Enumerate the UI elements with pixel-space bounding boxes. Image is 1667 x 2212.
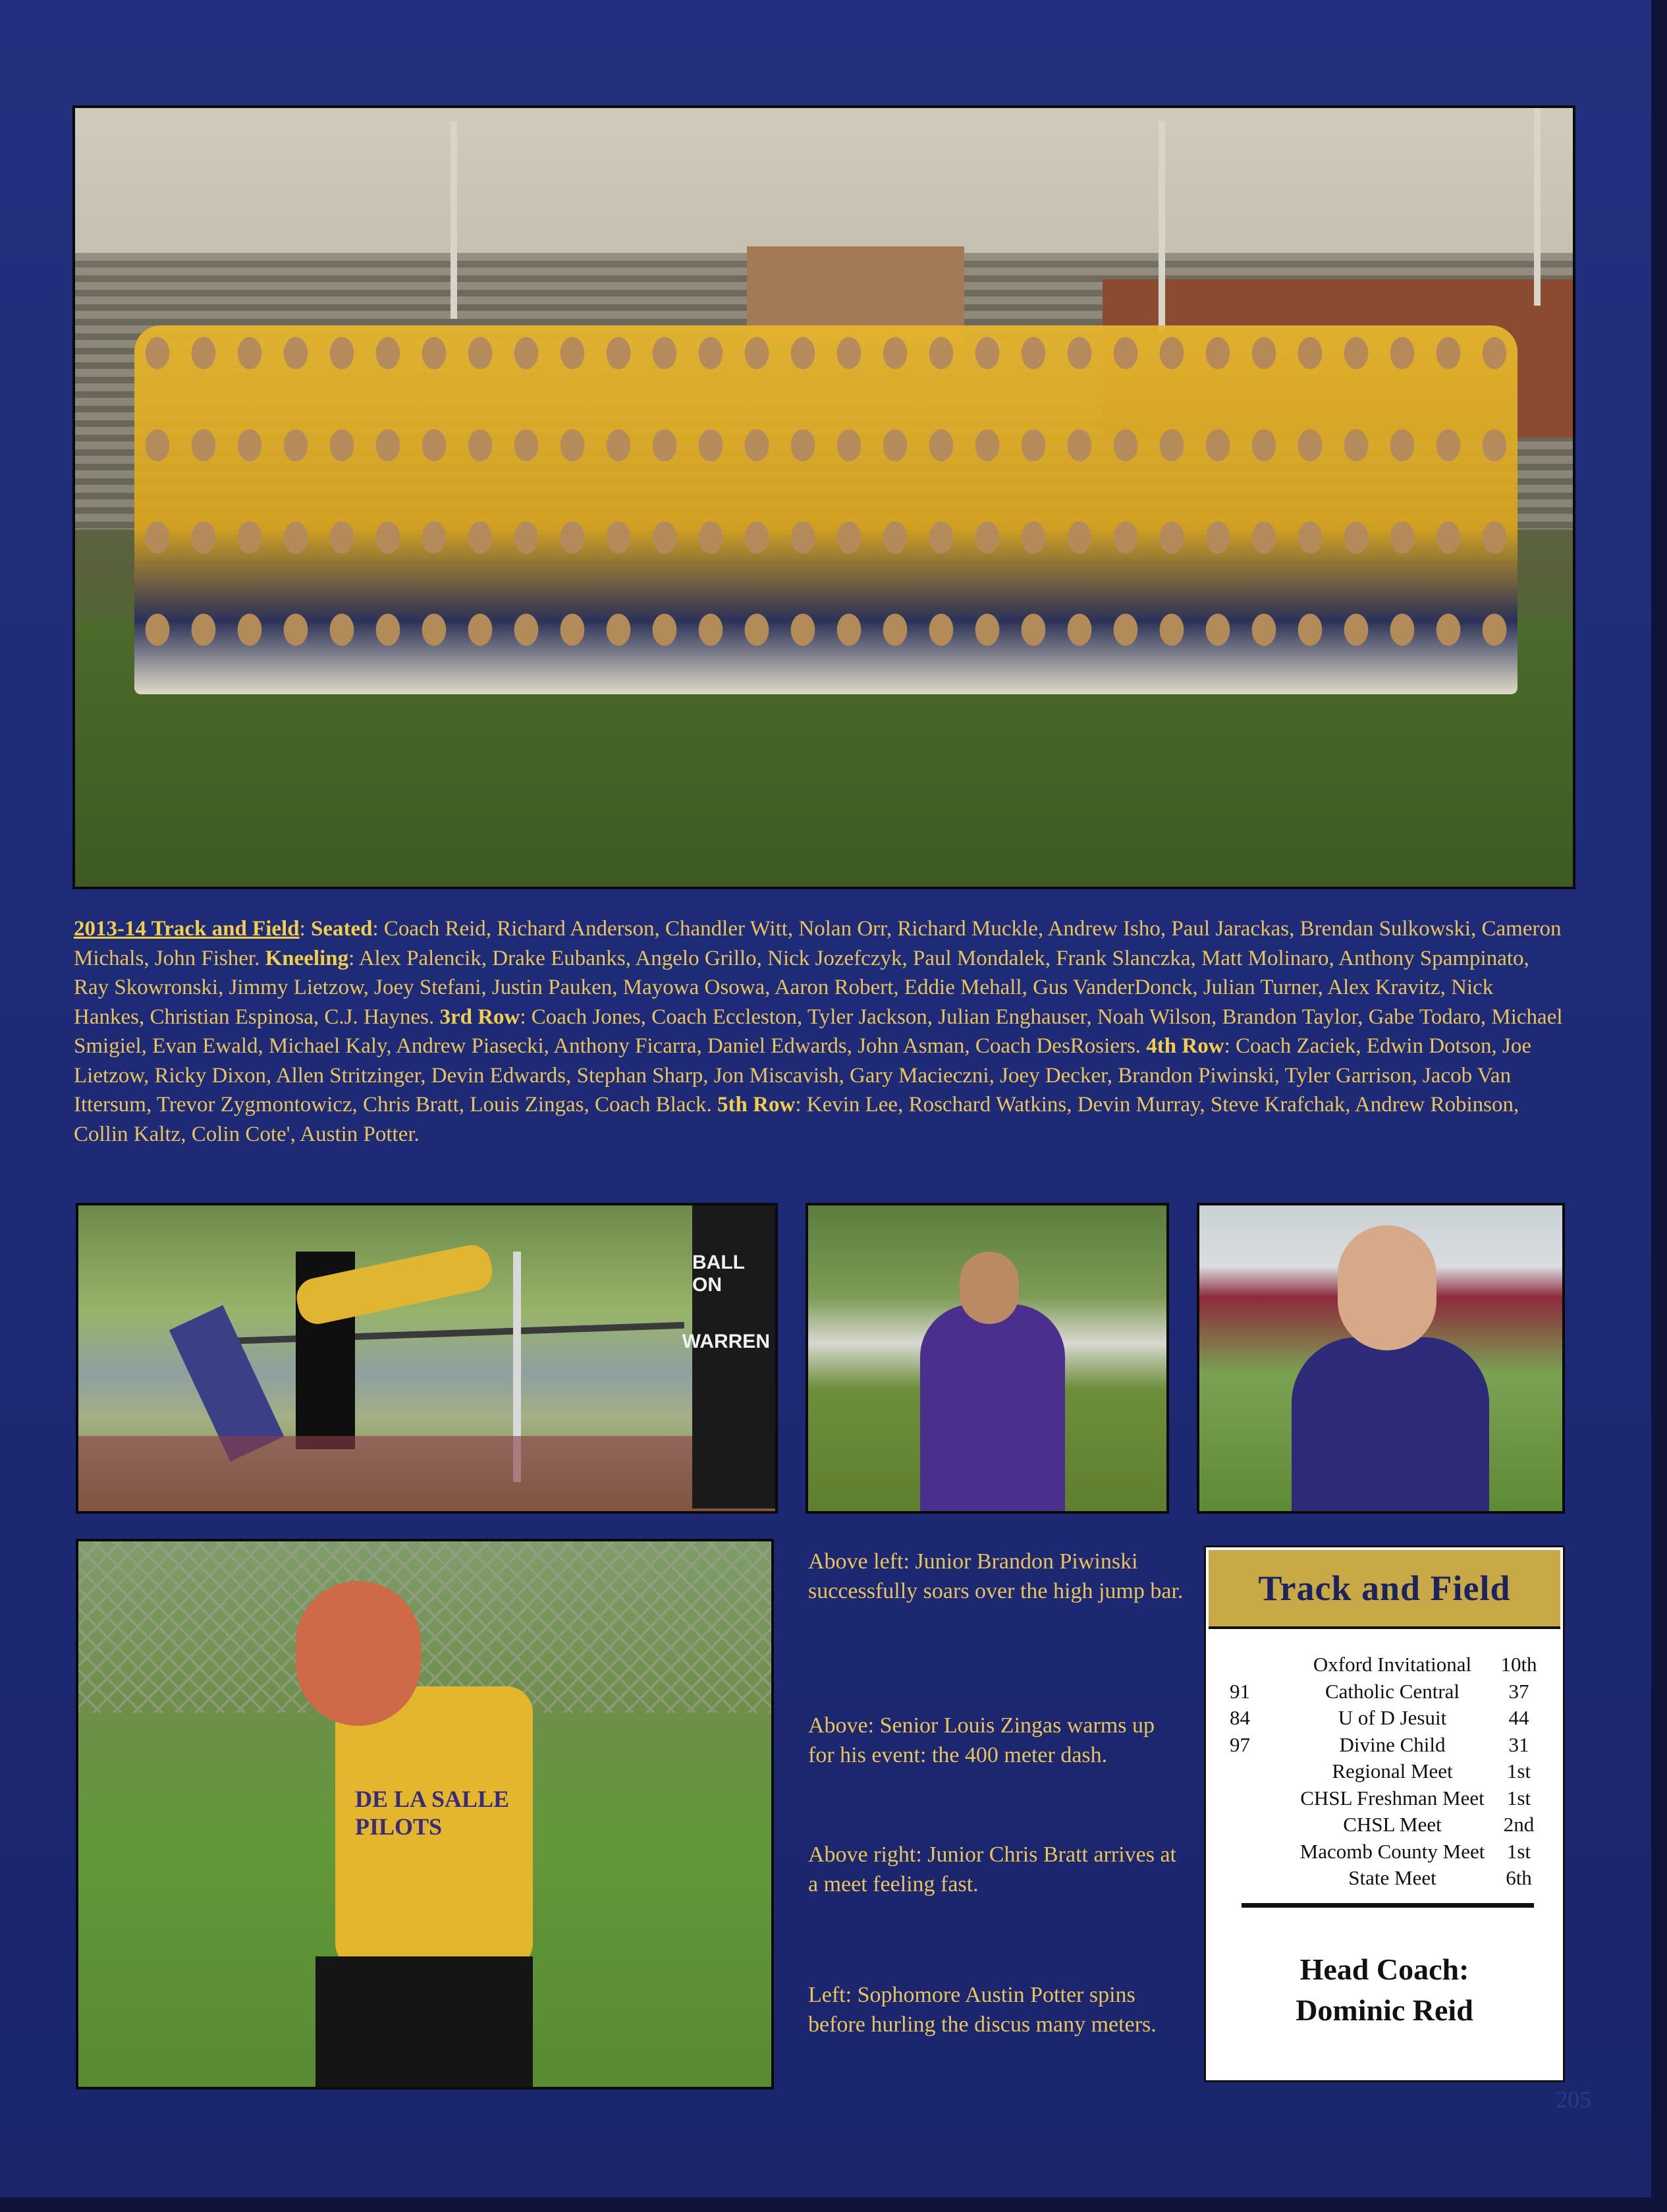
athlete-head bbox=[1338, 1225, 1436, 1350]
results-header bbox=[1209, 1550, 1560, 1629]
result-value: 31 bbox=[1508, 1732, 1529, 1756]
results-row bbox=[1226, 1839, 1542, 1866]
results-row bbox=[1226, 1811, 1542, 1839]
caption-row-names: Kevin Lee, Roschard Watkins, Devin Murray, Steve Krafchak, Andrew Robinson, Collin Kaltz, Colin Cote', Austin Potter. bbox=[74, 1093, 1519, 1146]
caption-title: 2013-14 Track and Field bbox=[74, 917, 300, 941]
page-edge-bottom bbox=[0, 2198, 1667, 2212]
result-value: 6th bbox=[1506, 1866, 1532, 1890]
caption-above: Above: Senior Louis Zingas warms up for his event: the 400 meter dash. bbox=[808, 1713, 1155, 1767]
result-score bbox=[1226, 1865, 1289, 1892]
page-edge-right bbox=[1651, 0, 1667, 2212]
jersey-text: DE LA SALLE PILOTS bbox=[355, 1786, 510, 1840]
result-event: State Meet bbox=[1348, 1866, 1436, 1890]
results-row bbox=[1226, 1678, 1542, 1705]
athlete-shorts bbox=[315, 1956, 533, 2088]
result-event: Macomb County Meet bbox=[1299, 1839, 1485, 1863]
results-row bbox=[1226, 1651, 1542, 1678]
caption-left: Left: Sophomore Austin Potter spins before hurling the discus many meters. bbox=[808, 1983, 1157, 2037]
caption-row-label: Kneeling bbox=[265, 946, 349, 970]
sign-text: BALL ON bbox=[692, 1252, 745, 1296]
result-value: 10th bbox=[1500, 1653, 1537, 1676]
result-score bbox=[1226, 1811, 1289, 1839]
athlete-head bbox=[960, 1252, 1019, 1324]
photo-sky bbox=[75, 108, 1573, 266]
result-score bbox=[1226, 1785, 1289, 1812]
result-event: Oxford Invitational bbox=[1313, 1653, 1472, 1676]
light-pole bbox=[451, 121, 457, 319]
result-score: 97 bbox=[1230, 1732, 1250, 1756]
result-score bbox=[1226, 1758, 1289, 1785]
caption-row-names: Alex Palencik, Drake Eubanks, Angelo Grillo, Nick Jozefczyk, Paul Mondalek, Frank Slanczka, Matt Molinaro, Anthony Spampinato, Ray Skowronski, Jimmy Lietzow, Joey Stefani, Justin Pauken, Mayowa Osowa, Aaron Robert, Eddie Mehall, Gus VanderDonck, Julian Turner, Alex Kravitz, Nick Hankes, Christian Espinosa, C.J. Haynes. bbox=[74, 946, 1529, 1029]
team-group bbox=[134, 325, 1517, 694]
caption-row-names: Coach Reid, Richard Anderson, Chandler Witt, Nolan Orr, Richard Muckle, Andrew Isho, Paul Jarackas, Brendan Sulkowski, Cameron Michals, John Fisher. bbox=[74, 917, 1562, 970]
potter-photo bbox=[76, 1539, 774, 2089]
caption-above-right: Above right: Junior Chris Bratt arrives at a meet feeling fast. bbox=[808, 1842, 1177, 1896]
team-caption: 2013-14 Track and Field: Seated: Coach Reid, Richard Anderson, Chandler Witt, Nolan Orr, Richard Muckle, Andrew Isho, Paul Jarackas, Brendan Sulkowski, Cameron Michals, John Fisher. Kneeling: Alex Palencik, Drake Eubanks, Angelo Grillo, Nick Jozefczyk, Paul Mondalek, Frank Slanczka, Matt Molinaro, Anthony Spampinato, Ray Skowronski, Jimmy Lietzow, Joey Stefani, Justin Pauken, Mayowa Osowa, Aaron Robert, Eddie Mehall, Gus VanderDonck, Julian Turner, Alex Kravitz, Nick Hankes, Christian Espinosa, C.J. Haynes. 3rd Row: Coach Jones, Coach Eccleston, Tyler Jackson, Julian Enghauser, Noah Wilson, Brandon Taylor, Gabe Todaro, Michael Smigiel, Evan Ewald, Michael Kaly, Andrew Piasecki, Anthony Ficarra, Daniel Edwards, John Asman, Coach DesRosiers. 4th Row: Coach Zaciek, Edwin Dotson, Joe Lietzow, Ricky Dixon, Allen Stritzinger, Devin Edwards, Stephan Sharp, Jon Miscavish, Gary Macieczni, Joey Decker, Brandon Piwinski, Tyler Garrison, Jacob Van Ittersum, Trevor Zygmontowicz, Chris Bratt, Louis Zingas, Coach Black. 5th Row: Kevin Lee, Roschard Watkins, Devin Murray, Steve Krafchak, Andrew Robinson, Collin Kaltz, Colin Cote', Austin Potter. bbox=[74, 917, 1563, 1146]
athlete-jacket bbox=[920, 1304, 1065, 1514]
athlete-jacket bbox=[1292, 1337, 1489, 1514]
caption-row-label: 4th Row bbox=[1146, 1034, 1224, 1058]
athlete-head bbox=[296, 1581, 421, 1726]
results-row bbox=[1226, 1758, 1542, 1785]
light-pole bbox=[1159, 121, 1165, 332]
caption-row-label: 5th Row bbox=[717, 1093, 796, 1117]
athlete-jersey bbox=[335, 1686, 533, 1970]
result-value: 1st bbox=[1506, 1839, 1531, 1863]
results-divider bbox=[1242, 1903, 1534, 1908]
result-event: Divine Child bbox=[1339, 1732, 1446, 1756]
results-row bbox=[1226, 1865, 1542, 1892]
result-event: U of D Jesuit bbox=[1338, 1706, 1447, 1730]
caption-row-label: 3rd Row bbox=[439, 1005, 520, 1029]
high-jump-photo bbox=[76, 1203, 778, 1514]
result-event: Regional Meet bbox=[1332, 1759, 1453, 1783]
caption-row-names: Coach Jones, Coach Eccleston, Tyler Jackson, Julian Enghauser, Noah Wilson, Brandon Taylor, Gabe Todaro, Michael Smigiel, Evan Ewald, Michael Kaly, Andrew Piasecki, Anthony Ficarra, Daniel Edwards, John Asman, Coach DesRosiers. bbox=[74, 1005, 1563, 1058]
high-jump-bar bbox=[184, 1322, 684, 1346]
result-value: 37 bbox=[1508, 1679, 1529, 1703]
result-value: 44 bbox=[1508, 1706, 1529, 1730]
results-row bbox=[1226, 1785, 1542, 1812]
zingas-photo bbox=[806, 1203, 1169, 1514]
result-event: CHSL Meet bbox=[1343, 1813, 1442, 1837]
results-row bbox=[1226, 1705, 1542, 1732]
results-box bbox=[1204, 1545, 1565, 2082]
scoreboard-sign bbox=[682, 1205, 775, 1508]
coach-label: Head Coach: bbox=[1299, 1952, 1469, 1986]
result-event: Catholic Central bbox=[1325, 1679, 1460, 1703]
result-score: 91 bbox=[1230, 1679, 1250, 1703]
results-title: Track and Field bbox=[1258, 1568, 1511, 1608]
coach-name: Dominic Reid bbox=[1296, 1993, 1473, 2027]
caption-above-left: Above left: Junior Brandon Piwinski successfully soars over the high jump bar. bbox=[808, 1549, 1184, 1603]
landing-mat bbox=[78, 1436, 775, 1514]
result-event: CHSL Freshman Meet bbox=[1300, 1786, 1485, 1810]
caption-row-names: Coach Zaciek, Edwin Dotson, Joe Lietzow, Ricky Dixon, Allen Stritzinger, Devin Edwards, Stephan Sharp, Jon Miscavish, Gary Macieczni, Joey Decker, Brandon Piwinski, Tyler Garrison, Jacob Van Ittersum, Trevor Zygmontowicz, Chris Bratt, Louis Zingas, Coach Black. bbox=[74, 1034, 1532, 1117]
page-number: 205 bbox=[1556, 2086, 1591, 2113]
results-row bbox=[1226, 1732, 1542, 1759]
sign-text: WARREN bbox=[682, 1331, 770, 1352]
bratt-photo bbox=[1197, 1203, 1565, 1514]
result-score bbox=[1226, 1651, 1289, 1678]
result-value: 1st bbox=[1506, 1759, 1531, 1783]
result-score: 84 bbox=[1230, 1706, 1250, 1730]
light-pole bbox=[1534, 108, 1541, 306]
caption-row-label: Seated bbox=[310, 917, 373, 941]
team-photo bbox=[72, 105, 1575, 889]
result-score bbox=[1226, 1839, 1289, 1866]
result-value: 2nd bbox=[1503, 1813, 1535, 1837]
results-table bbox=[1226, 1651, 1542, 1892]
result-value: 1st bbox=[1506, 1786, 1531, 1810]
